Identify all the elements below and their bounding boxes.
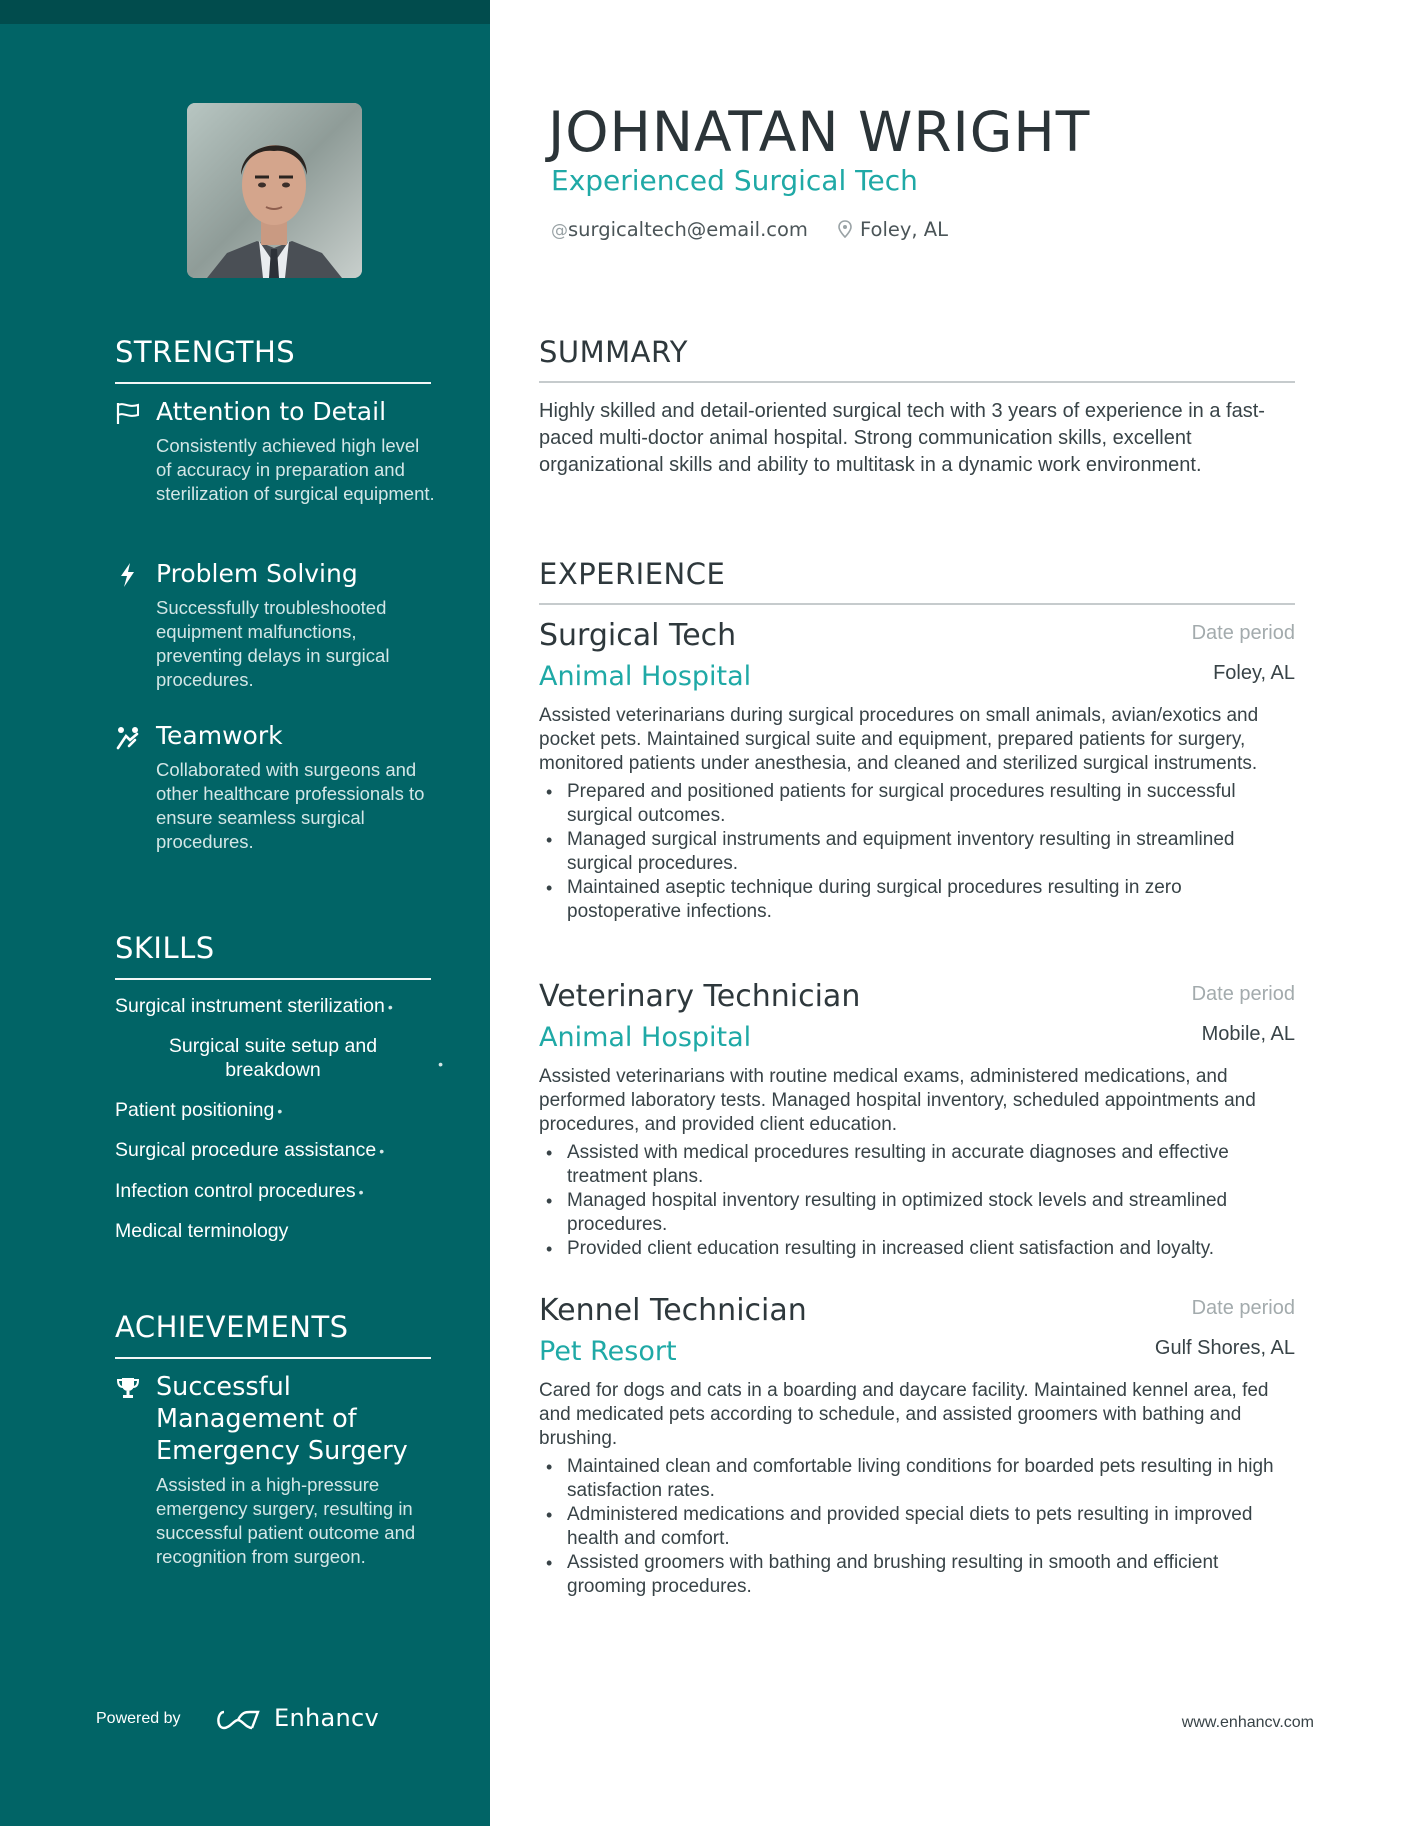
contact-email[interactable] bbox=[551, 216, 808, 245]
skill-item bbox=[115, 1034, 443, 1082]
job-bullet: • Managed surgical instruments and equipment inventory resulting in streamlined surgical procedures. bbox=[539, 828, 1295, 876]
skill-item bbox=[115, 1138, 435, 1163]
job-company: Animal Hospital bbox=[539, 661, 752, 692]
job-bullet: • Assisted with medical procedures resulting in accurate diagnoses and effective treatment plans. bbox=[539, 1141, 1295, 1189]
job-bullet: • Maintained aseptic technique during surgical procedures resulting in zero postoperative infections. bbox=[539, 876, 1295, 924]
job-bullet: • Managed hospital inventory resulting in optimized stock levels and streamlined procedures. bbox=[539, 1189, 1295, 1237]
teamwork-icon bbox=[115, 724, 141, 750]
experience-divider bbox=[539, 603, 1295, 605]
strength-title: Attention to Detail bbox=[156, 397, 387, 426]
strength-description: Collaborated with surgeons and other healthcare professionals to ensure seamless surgical procedures. bbox=[156, 759, 425, 852]
strength-item bbox=[115, 396, 435, 506]
achievement-item bbox=[115, 1371, 435, 1569]
enhancv-brand-name[interactable]: Enhancv bbox=[274, 1704, 380, 1732]
experience-entry bbox=[539, 1293, 1295, 1599]
job-title: Surgical Tech bbox=[539, 618, 737, 653]
strengths-section bbox=[115, 334, 431, 384]
strength-item bbox=[115, 720, 435, 854]
map-pin-icon bbox=[838, 220, 852, 238]
experience-heading: EXPERIENCE bbox=[539, 557, 726, 591]
job-location: Mobile, AL bbox=[1201, 1023, 1295, 1045]
strength-item bbox=[115, 558, 435, 692]
job-bullets bbox=[539, 780, 1295, 924]
skill-label: Surgical instrument sterilization bbox=[115, 995, 385, 1017]
strength-title: Teamwork bbox=[156, 721, 283, 750]
job-location: Foley, AL bbox=[1213, 662, 1295, 684]
skill-separator: • bbox=[277, 1103, 283, 1119]
skill-item bbox=[115, 1179, 435, 1204]
skill-label: Medical terminology bbox=[115, 1220, 289, 1242]
strength-description: Successfully troubleshooted equipment malfunctions, preventing delays in surgical procedures. bbox=[156, 597, 390, 690]
job-bullet: • Provided client education resulting in increased client satisfaction and loyalty. bbox=[539, 1237, 1295, 1261]
job-date: Date period bbox=[1191, 1297, 1295, 1319]
skill-label: Infection control procedures bbox=[115, 1180, 356, 1202]
job-bullets bbox=[539, 1141, 1295, 1261]
job-date: Date period bbox=[1191, 622, 1295, 644]
contact-location bbox=[838, 216, 948, 244]
achievement-title: Successful Management of Emergency Surgery bbox=[156, 1372, 408, 1466]
skill-separator: • bbox=[387, 999, 393, 1015]
skill-label: Surgical procedure assistance bbox=[115, 1139, 377, 1161]
job-description: Cared for dogs and cats in a boarding and daycare facility. Maintained kennel area, fed and medicated pets according to schedule, and assisted groomers with bathing and brushing. bbox=[539, 1380, 1269, 1449]
skill-label: Patient positioning bbox=[115, 1099, 275, 1121]
summary-text: Highly skilled and detail-oriented surgical tech with 3 years of experience in a fast-paced multi-doctor animal hospital. Strong communication skills, excellent organizational skills and ability to multitask in a dynamic work environment. bbox=[539, 400, 1265, 476]
skill-separator: • bbox=[438, 1056, 443, 1072]
strength-title: Problem Solving bbox=[156, 559, 358, 588]
at-icon: @ bbox=[551, 221, 568, 241]
summary-heading: SUMMARY bbox=[539, 335, 689, 369]
skill-separator: • bbox=[379, 1143, 385, 1159]
strength-description: Consistently achieved high level of accuracy in preparation and sterilization of surgical equipment. bbox=[156, 435, 435, 504]
achievements-section bbox=[115, 1309, 431, 1359]
sidebar-top-bar bbox=[0, 0, 490, 24]
skill-item bbox=[115, 1098, 435, 1123]
achievements-divider bbox=[115, 1357, 431, 1359]
skills-divider bbox=[115, 978, 431, 980]
candidate-name: JOHNATAN WRIGHT bbox=[548, 100, 1091, 164]
powered-by-label: Powered by bbox=[96, 1710, 181, 1727]
enhancv-logo-icon bbox=[214, 1706, 262, 1734]
achievements-heading: ACHIEVEMENTS bbox=[115, 1310, 349, 1344]
experience-entry bbox=[539, 979, 1295, 1261]
job-description: Assisted veterinarians during surgical procedures on small animals, avian/exotics and pocket pets. Maintained surgical suite and equipment, prepared patients for surgery, monitored patients under anesthesia, and cleaned and sterilized surgical instruments. bbox=[539, 705, 1259, 774]
job-bullets bbox=[539, 1455, 1295, 1599]
skills-heading: SKILLS bbox=[115, 931, 215, 965]
skill-item bbox=[115, 994, 435, 1019]
job-company: Pet Resort bbox=[539, 1336, 677, 1367]
job-date: Date period bbox=[1191, 983, 1295, 1005]
sidebar bbox=[0, 0, 490, 1826]
email-text: surgicaltech@email.com bbox=[568, 218, 808, 241]
strengths-divider bbox=[115, 382, 431, 384]
lightning-icon bbox=[115, 562, 141, 588]
skill-separator: • bbox=[358, 1184, 364, 1200]
job-title: Kennel Technician bbox=[539, 1293, 807, 1328]
location-text: Foley, AL bbox=[860, 218, 949, 241]
experience-entry bbox=[539, 618, 1295, 924]
job-location: Gulf Shores, AL bbox=[1154, 1337, 1295, 1359]
summary-divider bbox=[539, 381, 1295, 383]
job-title: Veterinary Technician bbox=[539, 979, 861, 1014]
job-bullet: • Prepared and positioned patients for surgical procedures resulting in successful surgical outcomes. bbox=[539, 780, 1295, 828]
job-bullet: • Maintained clean and comfortable living conditions for boarded pets resulting in high satisfaction rates. bbox=[539, 1455, 1295, 1503]
skill-item bbox=[115, 1219, 435, 1243]
trophy-icon bbox=[115, 1375, 141, 1401]
job-bullet: • Administered medications and provided special diets to pets resulting in improved health and comfort. bbox=[539, 1503, 1295, 1551]
flag-icon bbox=[115, 400, 141, 426]
profile-photo bbox=[187, 103, 362, 278]
skills-section bbox=[115, 930, 431, 980]
strengths-heading: STRENGTHS bbox=[115, 335, 296, 369]
job-bullet: • Assisted groomers with bathing and brushing resulting in smooth and efficient grooming procedures. bbox=[539, 1551, 1295, 1599]
achievement-description: Assisted in a high-pressure emergency surgery, resulting in successful patient outcome and recognition from surgeon. bbox=[156, 1474, 416, 1567]
website-link[interactable]: www.enhancv.com bbox=[1181, 1714, 1314, 1731]
job-company: Animal Hospital bbox=[539, 1022, 752, 1053]
skill-label: Surgical suite setup and breakdown bbox=[168, 1035, 378, 1081]
job-description: Assisted veterinarians with routine medical exams, administered medications, and performed laboratory tests. Managed hospital inventory, scheduled appointments and procedures, and provided client education. bbox=[539, 1066, 1256, 1135]
candidate-role: Experienced Surgical Tech bbox=[551, 164, 918, 197]
